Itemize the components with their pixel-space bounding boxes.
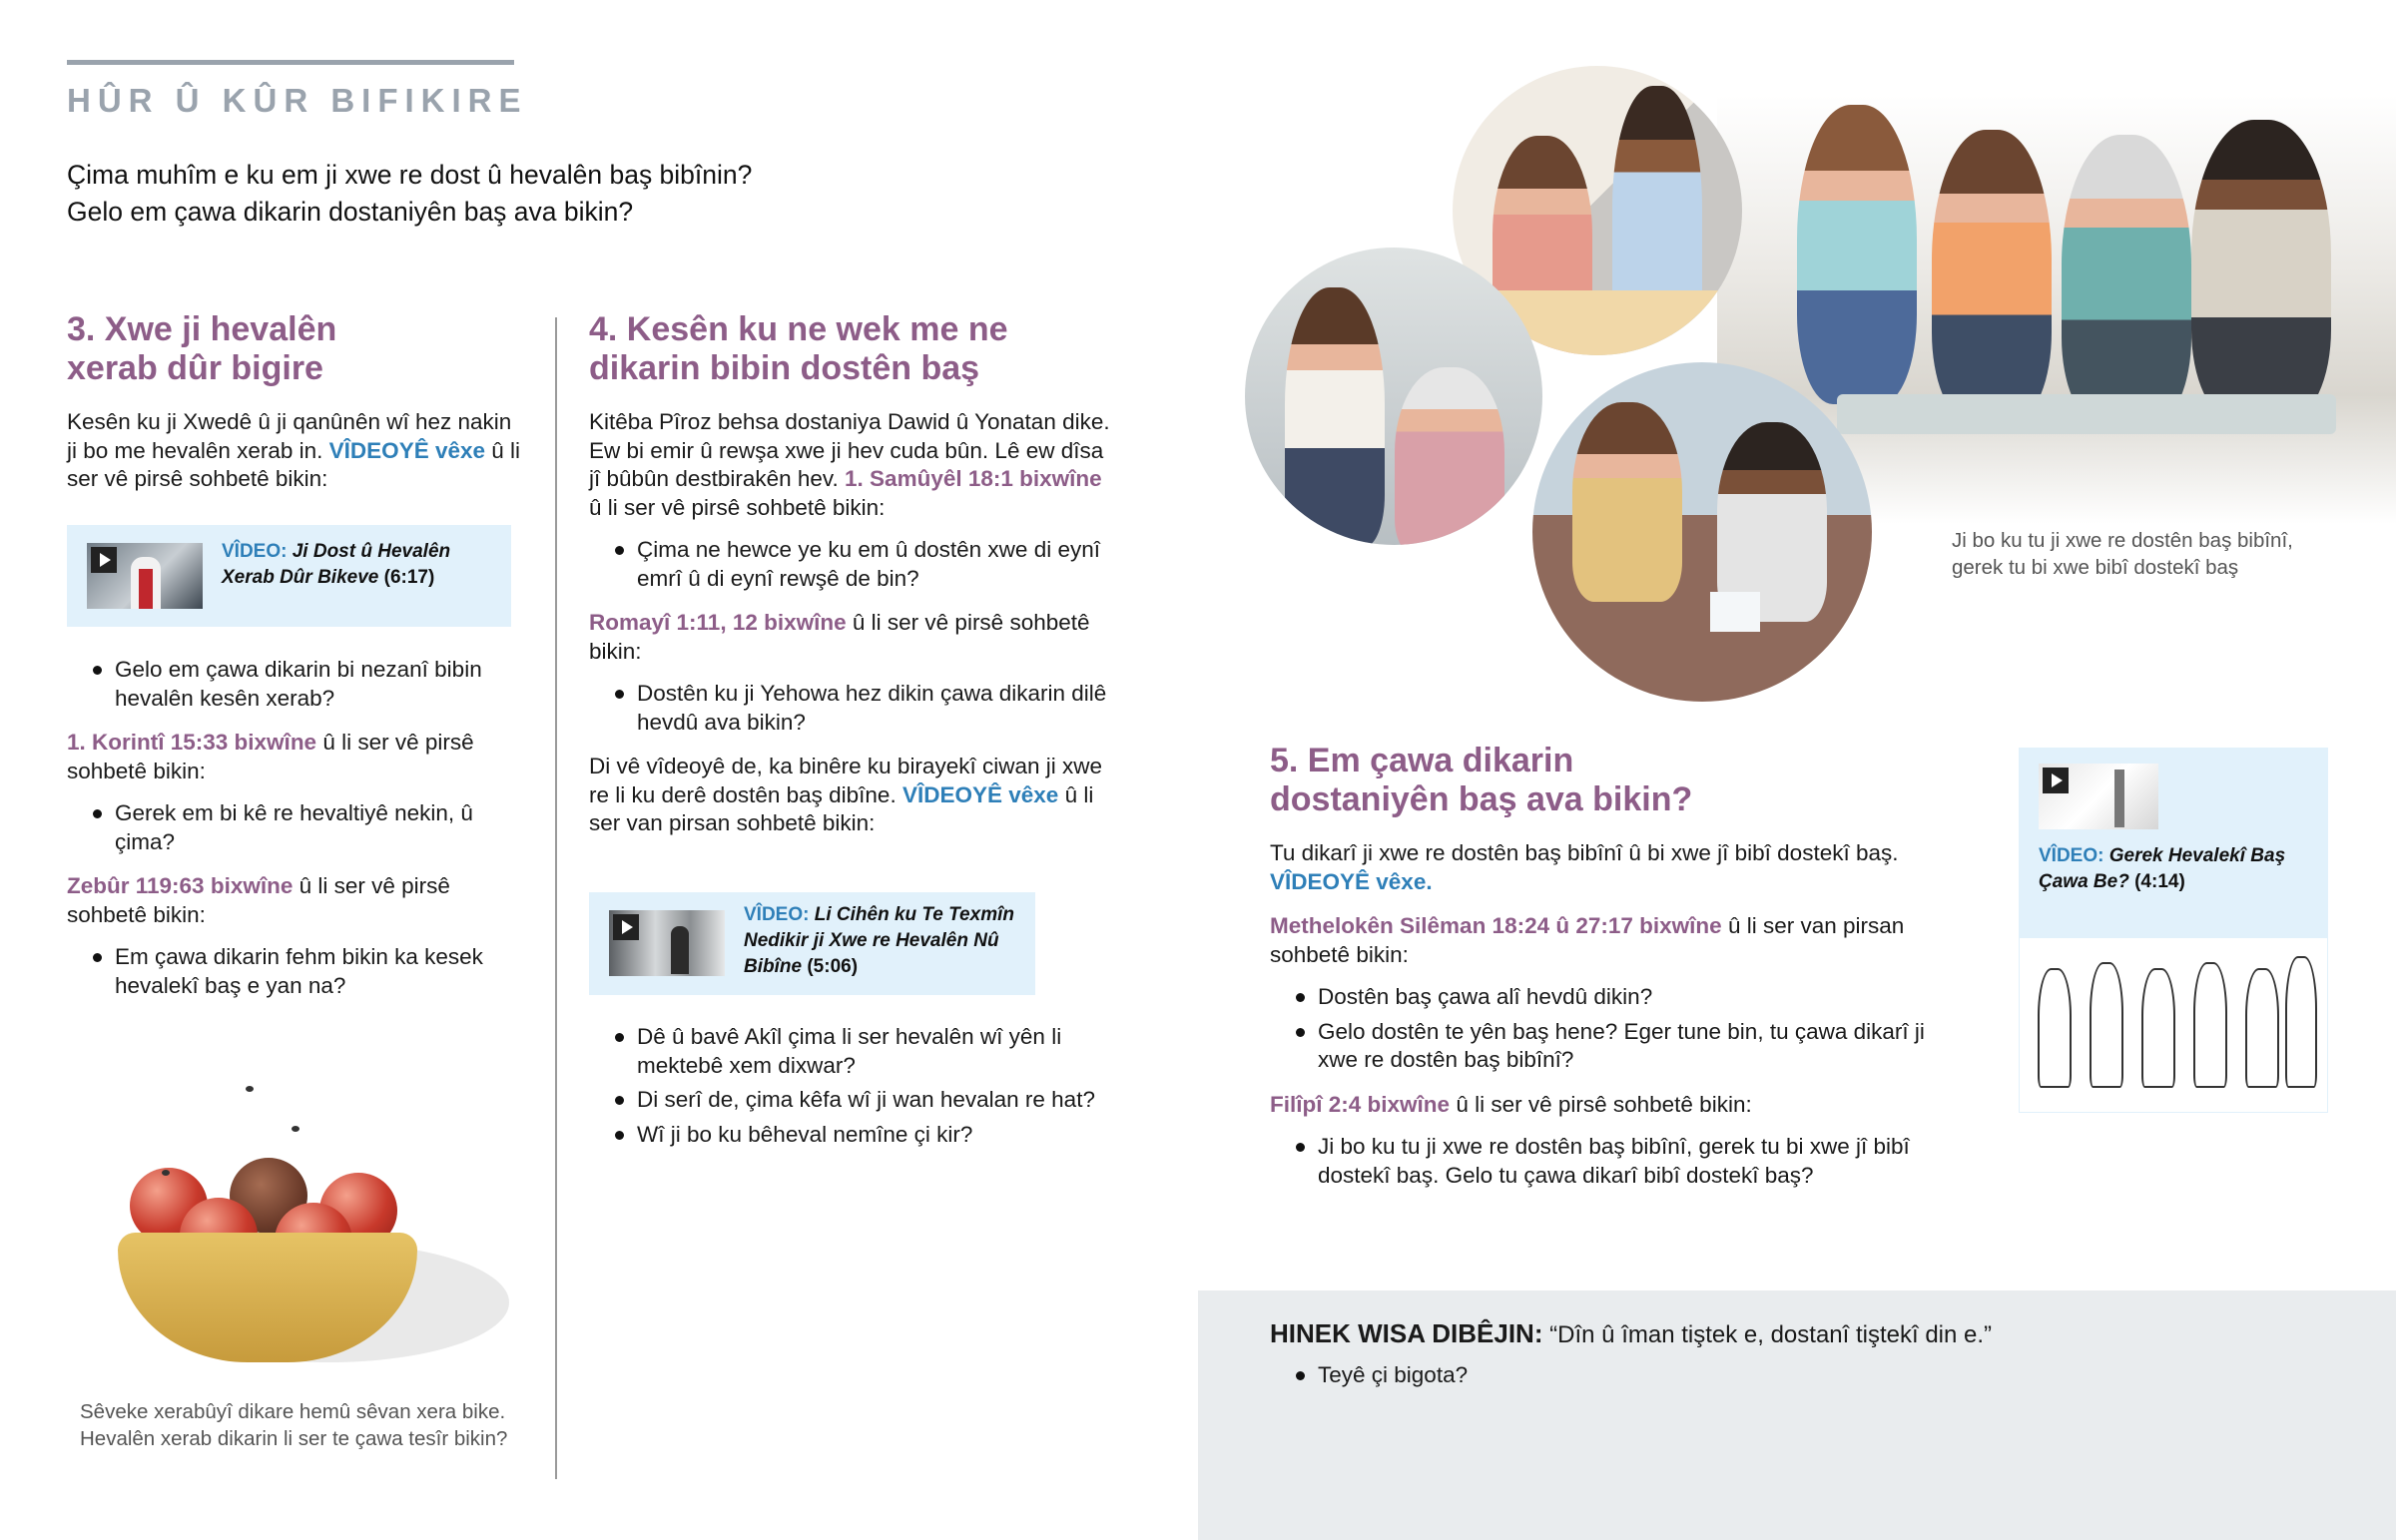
tissue-box (1710, 592, 1760, 632)
bullet-list (67, 943, 521, 1000)
section-4 (589, 310, 1118, 838)
person-figure (1932, 130, 2052, 419)
fly-shape (292, 1126, 300, 1132)
play-video-link[interactable]: VÎDEOYÊ vêxe (901, 781, 1059, 807)
coffee-table (1837, 394, 2336, 434)
tree-trunk (2114, 770, 2124, 827)
person-figure (671, 926, 689, 974)
video-caption: VÎDEO: Ji Dost û Hevalên Xerab Dûr Bikeve (6:17) (222, 541, 451, 588)
bullet-item: Em çawa dikarin fehm bikin ka kesek hevalekî baş e yan na? (67, 943, 521, 1000)
scripture-link-psalm[interactable]: Zebûr 119:63 bixwîne (67, 873, 294, 898)
header-rule (67, 60, 514, 65)
comforting-friend-photo (1532, 362, 1872, 702)
section-5-intro: Tu dikarî ji xwe re dostên baş bibînî û bi xwe jî bibî dostekî baş. VÎDEOYÊ vêxe. (1270, 840, 1899, 894)
bullet-item: Teyê çi bigota? (1270, 1361, 2069, 1390)
person-figure (2062, 135, 2191, 424)
bullet-list (589, 1023, 1118, 1149)
bullet-item: Di serî de, çima kêfa wî ji wan hevalan re hat? (589, 1086, 1118, 1115)
fly-shape (246, 1086, 254, 1092)
apple-caption: Sêveke xerabûyî dikare hemû sêvan xera bike. Hevalên xerab dikarin li ser te çawa tesîr bikin? (80, 1400, 508, 1450)
bullet-list (67, 656, 521, 713)
bullet-item: Gelo em çawa dikarin bi nezanî bibin hevalên kesên xerab? (67, 656, 521, 713)
tie-shape (139, 569, 153, 609)
scripture-prompt: 1. Korintî 15:33 bixwîne û li ser vê pirsê sohbetê bikin: (67, 730, 474, 783)
person-sketch (2090, 962, 2123, 1088)
bullet-item: Gelo dostên te yên baş hene? Eger tune bin, tu çawa dikarî ji xwe re dostên baş bibînî? (1270, 1018, 1929, 1075)
intro-questions (67, 157, 886, 231)
video-box-new-friends[interactable] (589, 892, 1035, 995)
bullet-item: Dostên ku ji Yehowa hez dikin çawa dikarin dilê hevdû ava bikin? (589, 680, 1118, 737)
bullet-item: Dostên baş çawa alî hevdû dikin? (1270, 983, 1929, 1012)
bullet-item: Çima ne hewce ye ku em û dostên xwe di eynî emrî û di eynî rewşê de bin? (589, 536, 1118, 593)
play-icon[interactable] (2043, 768, 2069, 793)
video-box-good-friend[interactable] (2019, 748, 2328, 1113)
intro-question-1: Çima muhîm e ku em ji xwe re dost û hevalên baş bibînin? (67, 160, 753, 190)
fly-shape (162, 1170, 170, 1176)
person-sketch (2038, 968, 2072, 1088)
scripture-link-1-corinthians[interactable]: 1. Korintî 15:33 bixwîne (67, 730, 317, 755)
scripture-prompt: Zebûr 119:63 bixwîne û li ser vê pirsê sohbetê bikin: (67, 873, 450, 927)
section-3-questions (67, 656, 521, 1006)
person-figure (2191, 120, 2331, 419)
section-5 (1270, 742, 1929, 1196)
play-video-link[interactable]: VÎDEOYÊ vêxe. (1270, 868, 1433, 894)
footer-quote (1270, 1317, 2368, 1351)
scripture-link-proverbs[interactable]: Methelokên Silêman 18:24 û 27:17 bixwîne (1270, 913, 1722, 938)
people-sketch-illustration (2019, 937, 2328, 1113)
person-figure (1797, 105, 1917, 404)
section-3-title: 3. Xwe ji hevalên xerab dûr bigire (67, 310, 337, 387)
elderly-care-photo (1245, 248, 1542, 545)
bullet-item: Gerek em bi kê re hevaltiyê nekin, û çima? (67, 799, 521, 856)
scripture-prompt: Romayî 1:11, 12 bixwîne û li ser vê pirsê sohbetê bikin: (589, 610, 1090, 664)
scripture-prompt: Filîpî 2:4 bixwîne û li ser vê pirsê sohbetê bikin: (1270, 1091, 1752, 1117)
bullet-list (589, 680, 1118, 737)
play-video-link[interactable]: VÎDEOYÊ vêxe (328, 437, 486, 463)
bullet-list (1270, 983, 1929, 1075)
photo-caption: Ji bo ku tu ji xwe re dostên baş bibînî, gerek tu bi xwe bibî dostekî baş (1952, 529, 2293, 579)
video-box-bad-friends[interactable] (67, 525, 511, 627)
footer-label: HINEK WISA DIBÊJIN: (1270, 1318, 1543, 1348)
bullet-list (67, 799, 521, 856)
play-icon[interactable] (613, 914, 639, 940)
section-4-video-questions (589, 1023, 1118, 1155)
intro-question-2: Gelo em çawa dikarin dostaniyên baş ava bikin? (67, 197, 634, 227)
bullet-item: Wî ji bo ku bêheval nemîne çi kir? (589, 1121, 1118, 1150)
section-3-intro: Kesên ku ji Xwedê û ji qanûnên wî hez nakin ji bo me hevalên xerab in. VÎDEOYÊ vêxe û li ser vê pirsê sohbetê bikin: (67, 409, 521, 491)
footer-bullet-list (1270, 1361, 2069, 1396)
video-thumbnail[interactable] (2039, 764, 2158, 829)
scripture-link-romans[interactable]: Romayî 1:11, 12 bixwîne (589, 610, 847, 635)
video-caption: VÎDEO: Li Cihên ku Te Texmîn Nedikir ji Xwe re Hevalên Nû Bibîne (5:06) (744, 904, 1014, 977)
bullet-list (589, 536, 1118, 593)
video-thumbnail[interactable] (609, 910, 725, 976)
person-sketch (2193, 962, 2227, 1088)
person-sketch (2285, 956, 2317, 1088)
footer-quote-text: “Dîn û îman tiştek e, dostanî tiştekî din e.” (1549, 1321, 1993, 1348)
bullet-list (1270, 1133, 1929, 1190)
person-figure (1572, 402, 1682, 602)
bullet-item: Ji bo ku tu ji xwe re dostên baş bibînî, gerek tu bi xwe jî bibî dostekî baş. Gelo tu çawa dikarî bibî dostekî baş? (1270, 1133, 1929, 1190)
section-4-title: 4. Kesên ku ne wek me ne dikarin bibin dostên baş (589, 310, 1008, 387)
video-caption: VÎDEO: Gerek Hevalekî Baş Çawa Be? (4:14) (2039, 845, 2286, 892)
section-kicker: HÛR Û KÛR BIFIKIRE (67, 82, 528, 119)
person-sketch (2245, 968, 2279, 1088)
person-figure (1285, 287, 1385, 545)
scripture-prompt: Methelokên Silêman 18:24 û 27:17 bixwîne û li ser van pirsan sohbetê bikin: (1270, 913, 1905, 967)
scripture-link-1-samuel[interactable]: 1. Samûyêl 18:1 bixwîne (845, 466, 1102, 491)
person-sketch (2141, 968, 2175, 1088)
column-divider (555, 317, 557, 1479)
section-4-intro: Kitêba Pîroz behsa dostaniya Dawid û Yonatan dike. Ew bi emir û rewşa xwe ji hev cuda bûn. Lê ew dîsa jî bûbûn destbirakên hev. 1. Samûyêl 18:1 bixwîne û li ser vê pirsê sohbetê bikin: (589, 409, 1110, 520)
bullet-item: Dê û bavê Akîl çima li ser hevalên wî yên li mektebê xem dixwar? (589, 1023, 1118, 1080)
person-figure (1395, 367, 1504, 545)
video-thumbnail[interactable] (87, 543, 203, 609)
video-intro: Di vê vîdeoyê de, ka binêre ku birayekî ciwan ji xwe re li ku derê dostên baş dibîne. VÎDEOYÊ vêxe û li ser van pirsan sohbetê bikin: (589, 754, 1102, 835)
section-5-title: 5. Em çawa dikarin dostaniyên baş ava bikin? (1270, 742, 1693, 818)
play-icon[interactable] (91, 547, 117, 573)
section-3 (67, 310, 521, 494)
scripture-link-philippians[interactable]: Filîpî 2:4 bixwîne (1270, 1091, 1451, 1117)
